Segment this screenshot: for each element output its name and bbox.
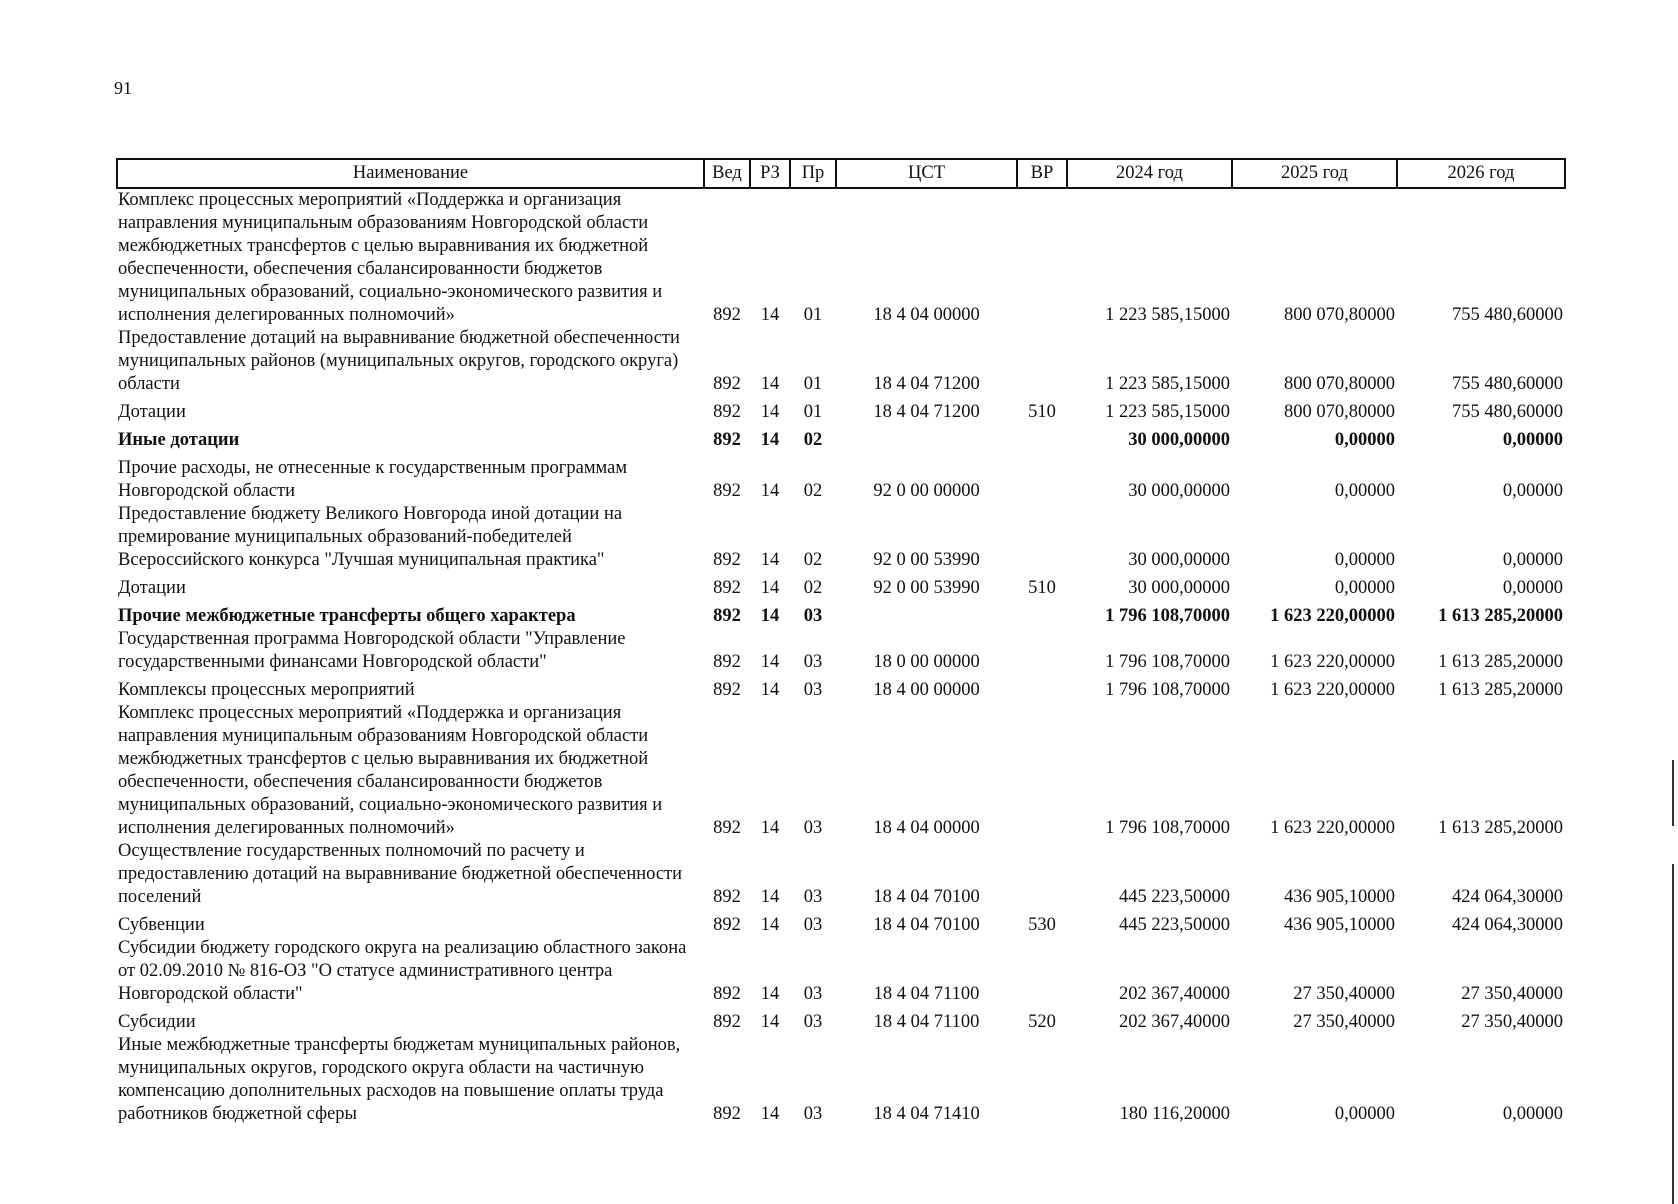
row-2026: 1 613 285,20000 bbox=[1438, 652, 1563, 672]
row-name: Иные межбюджетные трансферты бюджетам муниципальных районов, муниципальных округов, городского округа области на частичную компенсацию дополнительных расходов на повышение оплаты труда работников бюджетной сферы bbox=[118, 1035, 681, 1124]
row-rz: 14 bbox=[760, 887, 780, 907]
row-2026: 1 613 285,20000 bbox=[1438, 818, 1563, 838]
row-rz: 14 bbox=[760, 1012, 780, 1032]
row-2025: 1 623 220,00000 bbox=[1270, 606, 1395, 626]
row-vr bbox=[1017, 937, 1067, 1006]
row-rz: 14 bbox=[760, 578, 780, 598]
row-name: Иные дотации bbox=[118, 430, 240, 450]
table-row bbox=[117, 909, 1565, 937]
row-rz: 14 bbox=[760, 550, 780, 570]
header-2026: 2026 год bbox=[1397, 159, 1565, 188]
row-2024: 1 223 585,15000 bbox=[1105, 374, 1230, 394]
header-rz: РЗ bbox=[750, 159, 790, 188]
row-2026: 0,00000 bbox=[1502, 1104, 1563, 1124]
row-2026: 1 613 285,20000 bbox=[1438, 606, 1563, 626]
row-2024: 30 000,00000 bbox=[1128, 578, 1230, 598]
row-cst: 18 4 00 00000 bbox=[873, 680, 980, 700]
row-2025: 0,00000 bbox=[1334, 550, 1395, 570]
row-vr bbox=[1017, 1034, 1067, 1126]
row-ved: 892 bbox=[713, 652, 741, 672]
row-rz: 14 bbox=[760, 305, 780, 325]
row-2026: 0,00000 bbox=[1502, 578, 1563, 598]
row-2024: 445 223,50000 bbox=[1119, 887, 1230, 907]
row-2025: 0,00000 bbox=[1334, 430, 1395, 450]
row-ved: 892 bbox=[713, 984, 741, 1004]
table-row bbox=[117, 188, 1565, 327]
row-2025: 27 350,40000 bbox=[1293, 1012, 1395, 1032]
row-cst: 92 0 00 53990 bbox=[873, 578, 980, 598]
row-2024: 1 796 108,70000 bbox=[1105, 680, 1230, 700]
row-cst: 18 0 00 00000 bbox=[873, 652, 980, 672]
row-pr: 03 bbox=[803, 818, 823, 838]
row-name: Прочие расходы, не отнесенные к государственным программам Новгородской области bbox=[118, 458, 628, 501]
row-2025: 0,00000 bbox=[1334, 578, 1395, 598]
row-pr: 03 bbox=[803, 652, 823, 672]
row-2024: 1 223 585,15000 bbox=[1105, 305, 1230, 325]
row-pr: 01 bbox=[803, 305, 823, 325]
scan-edge-mark bbox=[1672, 760, 1674, 826]
row-ved: 892 bbox=[713, 818, 741, 838]
row-2026: 27 350,40000 bbox=[1461, 1012, 1563, 1032]
row-pr: 02 bbox=[803, 481, 823, 501]
row-vr bbox=[1017, 628, 1067, 674]
row-2025: 0,00000 bbox=[1334, 1104, 1395, 1124]
row-ved: 892 bbox=[713, 887, 741, 907]
row-name: Государственная программа Новгородской области "Управление государственными финансами Новгородской области" bbox=[118, 629, 626, 672]
table-row bbox=[117, 327, 1565, 396]
row-ved: 892 bbox=[713, 1104, 741, 1124]
row-2026: 1 613 285,20000 bbox=[1438, 680, 1563, 700]
header-ved: Вед bbox=[704, 159, 750, 188]
row-rz: 14 bbox=[760, 680, 780, 700]
header-vr: ВР bbox=[1017, 159, 1067, 188]
row-name: Комплекс процессных мероприятий «Поддержка и организация направления муниципальным образованиям Новгородской области межбюджетных трансфертов с целью выравнивания их бюджетной обеспеченности, обеспечения сбалансированности бюджетов муниципальных образований, социально-экономического развития и исполнения делегированных полномочий» bbox=[118, 703, 663, 838]
row-2024: 1 796 108,70000 bbox=[1105, 818, 1230, 838]
row-vr bbox=[1017, 702, 1067, 840]
row-rz: 14 bbox=[760, 606, 780, 626]
table-row bbox=[117, 600, 1565, 628]
row-2024: 180 116,20000 bbox=[1119, 1104, 1230, 1124]
row-name: Субсидии bbox=[118, 1012, 196, 1032]
row-2025: 1 623 220,00000 bbox=[1270, 818, 1395, 838]
budget-table bbox=[116, 158, 1566, 1126]
row-name: Субвенции bbox=[118, 915, 205, 935]
row-vr: 530 bbox=[1028, 915, 1056, 935]
row-name: Предоставление дотаций на выравнивание бюджетной обеспеченности муниципальных районов (муниципальных округов, городского округа) области bbox=[118, 328, 680, 394]
row-pr: 02 bbox=[803, 550, 823, 570]
row-pr: 03 bbox=[803, 606, 823, 626]
row-cst: 18 4 04 71100 bbox=[873, 1012, 980, 1032]
row-ved: 892 bbox=[713, 305, 741, 325]
row-ved: 892 bbox=[713, 481, 741, 501]
row-cst: 92 0 00 53990 bbox=[873, 550, 980, 570]
row-cst: 18 4 04 70100 bbox=[873, 887, 980, 907]
row-ved: 892 bbox=[713, 430, 741, 450]
row-vr bbox=[1017, 452, 1067, 503]
row-pr: 03 bbox=[803, 1104, 823, 1124]
row-2026: 0,00000 bbox=[1502, 430, 1563, 450]
row-pr: 03 bbox=[803, 984, 823, 1004]
row-pr: 03 bbox=[803, 680, 823, 700]
row-vr bbox=[1017, 600, 1067, 628]
row-pr: 02 bbox=[803, 578, 823, 598]
row-vr bbox=[1017, 188, 1067, 327]
row-rz: 14 bbox=[760, 984, 780, 1004]
row-2025: 0,00000 bbox=[1334, 481, 1395, 501]
row-vr: 510 bbox=[1028, 402, 1056, 422]
row-2025: 800 070,80000 bbox=[1284, 305, 1395, 325]
row-vr bbox=[1017, 424, 1067, 452]
table-row bbox=[117, 396, 1565, 424]
row-2025: 27 350,40000 bbox=[1293, 984, 1395, 1004]
row-2026: 27 350,40000 bbox=[1461, 984, 1563, 1004]
header-2025: 2025 год bbox=[1232, 159, 1397, 188]
row-2026: 0,00000 bbox=[1502, 550, 1563, 570]
row-ved: 892 bbox=[713, 680, 741, 700]
table-row bbox=[117, 628, 1565, 674]
row-name: Прочие межбюджетные трансферты общего характера bbox=[118, 606, 576, 626]
header-cst: ЦСТ bbox=[836, 159, 1017, 188]
row-cst: 18 4 04 70100 bbox=[873, 915, 980, 935]
row-pr: 01 bbox=[803, 402, 823, 422]
row-ved: 892 bbox=[713, 915, 741, 935]
header-2024: 2024 год bbox=[1067, 159, 1232, 188]
row-ved: 892 bbox=[713, 606, 741, 626]
row-2026: 755 480,60000 bbox=[1452, 402, 1563, 422]
table-body bbox=[117, 188, 1565, 1126]
header-row bbox=[117, 159, 1565, 188]
row-2026: 0,00000 bbox=[1502, 481, 1563, 501]
row-rz: 14 bbox=[760, 374, 780, 394]
row-cst: 18 4 04 71200 bbox=[873, 374, 980, 394]
row-2026: 424 064,30000 bbox=[1452, 887, 1563, 907]
row-vr bbox=[1017, 327, 1067, 396]
scan-edge-mark bbox=[1672, 864, 1674, 1204]
row-cst: 18 4 04 71200 bbox=[873, 402, 980, 422]
row-pr: 01 bbox=[803, 374, 823, 394]
row-2025: 1 623 220,00000 bbox=[1270, 680, 1395, 700]
row-rz: 14 bbox=[760, 402, 780, 422]
row-cst: 18 4 04 71410 bbox=[873, 1104, 980, 1124]
row-2024: 202 367,40000 bbox=[1119, 984, 1230, 1004]
row-name: Комплексы процессных мероприятий bbox=[118, 680, 415, 700]
row-name: Комплекс процессных мероприятий «Поддержка и организация направления муниципальным образованиям Новгородской области межбюджетных трансфертов с целью выравнивания их бюджетной обеспеченности, обеспечения сбалансированности бюджетов муниципальных образований, социально-экономического развития и исполнения делегированных полномочий» bbox=[118, 190, 663, 325]
row-pr: 03 bbox=[803, 887, 823, 907]
row-vr: 510 bbox=[1028, 578, 1056, 598]
row-pr: 02 bbox=[803, 430, 823, 450]
row-cst: 18 4 04 00000 bbox=[873, 818, 980, 838]
row-cst: 18 4 04 00000 bbox=[873, 305, 980, 325]
row-2024: 445 223,50000 bbox=[1119, 915, 1230, 935]
row-vr bbox=[1017, 840, 1067, 909]
row-cst: 92 0 00 00000 bbox=[873, 481, 980, 501]
row-2025: 1 623 220,00000 bbox=[1270, 652, 1395, 672]
row-rz: 14 bbox=[760, 481, 780, 501]
row-cst bbox=[836, 424, 1017, 452]
row-rz: 14 bbox=[760, 430, 780, 450]
row-2026: 755 480,60000 bbox=[1452, 305, 1563, 325]
row-rz: 14 bbox=[760, 818, 780, 838]
row-pr: 03 bbox=[803, 915, 823, 935]
table-row bbox=[117, 503, 1565, 572]
row-cst bbox=[836, 600, 1017, 628]
row-2025: 436 905,10000 bbox=[1284, 915, 1395, 935]
table-row bbox=[117, 572, 1565, 600]
row-vr bbox=[1017, 503, 1067, 572]
row-name: Предоставление бюджету Великого Новгорода иной дотации на премирование муниципальных образований-победителей Всероссийского конкурса "Лучшая муниципальная практика" bbox=[118, 504, 623, 570]
row-name: Осуществление государственных полномочий по расчету и предоставлению дотаций на выравнивание бюджетной обеспеченности поселений bbox=[118, 841, 683, 907]
row-name: Дотации bbox=[118, 578, 186, 598]
table-row bbox=[117, 1034, 1565, 1126]
row-ved: 892 bbox=[713, 374, 741, 394]
row-rz: 14 bbox=[760, 1104, 780, 1124]
row-2024: 30 000,00000 bbox=[1128, 550, 1230, 570]
row-rz: 14 bbox=[760, 915, 780, 935]
row-2026: 755 480,60000 bbox=[1452, 374, 1563, 394]
row-name: Дотации bbox=[118, 402, 186, 422]
row-2024: 1 796 108,70000 bbox=[1105, 652, 1230, 672]
row-2025: 800 070,80000 bbox=[1284, 402, 1395, 422]
table-row bbox=[117, 937, 1565, 1006]
row-ved: 892 bbox=[713, 1012, 741, 1032]
table-row bbox=[117, 1006, 1565, 1034]
row-ved: 892 bbox=[713, 578, 741, 598]
row-cst: 18 4 04 71100 bbox=[873, 984, 980, 1004]
table-row bbox=[117, 674, 1565, 702]
row-pr: 03 bbox=[803, 1012, 823, 1032]
row-2024: 30 000,00000 bbox=[1128, 481, 1230, 501]
row-name: Субсидии бюджету городского округа на реализацию областного закона от 02.09.2010 № 816-ОЗ "О статусе административного центра Новгородской области" bbox=[118, 938, 687, 1004]
table-row bbox=[117, 452, 1565, 503]
row-2026: 424 064,30000 bbox=[1452, 915, 1563, 935]
row-vr: 520 bbox=[1028, 1012, 1056, 1032]
table-row bbox=[117, 702, 1565, 840]
row-rz: 14 bbox=[760, 652, 780, 672]
header-pr: Пр bbox=[790, 159, 836, 188]
row-2024: 1 796 108,70000 bbox=[1105, 606, 1230, 626]
page-number: 91 bbox=[114, 78, 132, 98]
row-2025: 800 070,80000 bbox=[1284, 374, 1395, 394]
row-2024: 30 000,00000 bbox=[1128, 430, 1230, 450]
header-name: Наименование bbox=[117, 159, 704, 188]
row-2024: 1 223 585,15000 bbox=[1105, 402, 1230, 422]
table-row bbox=[117, 424, 1565, 452]
row-2024: 202 367,40000 bbox=[1119, 1012, 1230, 1032]
row-ved: 892 bbox=[713, 550, 741, 570]
row-ved: 892 bbox=[713, 402, 741, 422]
row-2025: 436 905,10000 bbox=[1284, 887, 1395, 907]
row-vr bbox=[1017, 674, 1067, 702]
table-row bbox=[117, 840, 1565, 909]
